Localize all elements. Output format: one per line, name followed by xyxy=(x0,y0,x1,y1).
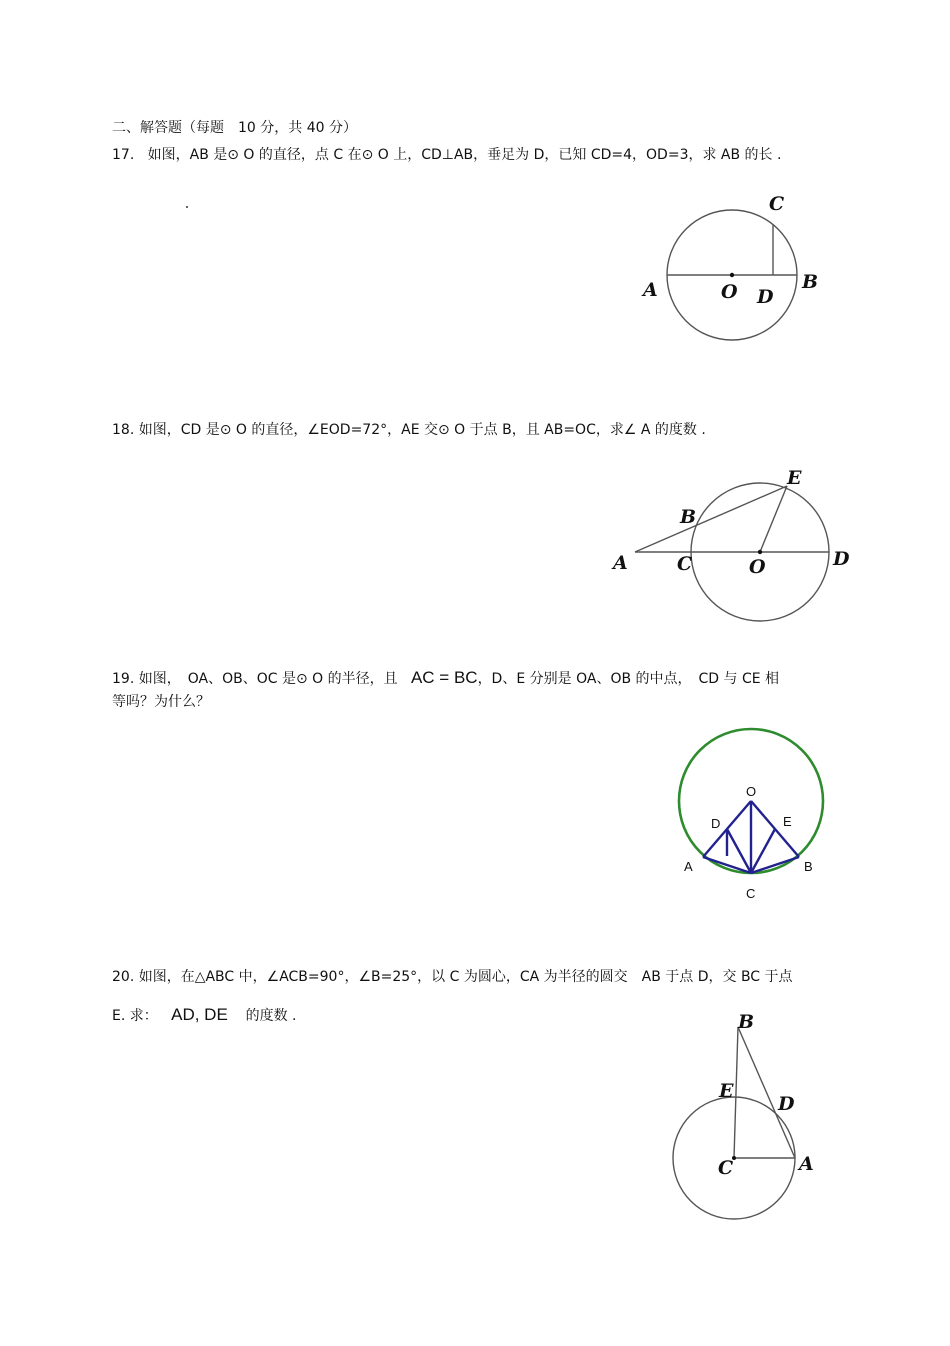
figure-18 xyxy=(611,467,850,621)
fig19-label-d: D xyxy=(711,816,721,831)
problem-20-statement-b: E. 求： xyxy=(112,1008,158,1024)
fig18-label-b: B xyxy=(680,506,697,528)
fig19-label-b: B xyxy=(804,859,813,874)
fig19-label-o: O xyxy=(746,784,757,799)
fig20-label-d: D xyxy=(778,1093,795,1115)
problem-19-arc-expression: AC = BC xyxy=(410,668,478,687)
fig20-label-c: C xyxy=(718,1157,734,1179)
figure-20 xyxy=(673,1011,814,1219)
fig19-label-e: E xyxy=(783,814,792,829)
fig17-label-c: C xyxy=(769,193,785,215)
problem-18-statement: 如图，CD 是⊙ O 的直径，∠EOD=72°，AE 交⊙ O 于点 B，且 AB=OC，求∠ A 的度数 . xyxy=(138,422,706,438)
fig20-label-b: B xyxy=(738,1011,755,1033)
problem-20-arc-expression: AD, DE xyxy=(171,1005,228,1024)
figure-19 xyxy=(679,729,823,901)
fig18-center-point xyxy=(758,550,762,554)
fig20-side-bc xyxy=(734,1027,738,1158)
fig18-label-e: E xyxy=(787,467,802,489)
problem-19-statement-c: 等吗？为什么？ xyxy=(112,694,210,710)
problem-18-number: 18. xyxy=(112,422,135,438)
problem-20-statement-a: 如图，在△ABC 中，∠ACB=90°，∠B=25°，以 C 为圆心，CA 为半径的圆交 AB 于点 D，交 BC 于点 xyxy=(138,969,793,985)
problem-17-statement: 如图，AB 是⊙ O 的直径，点 C 在⊙ O 上，CD⊥AB，垂足为 D，已知 CD=4，OD=3，求 AB 的长 . xyxy=(147,147,782,163)
fig17-center-point xyxy=(730,273,734,277)
fig18-label-c: C xyxy=(677,553,693,575)
problem-19-statement-b: ，D、E 分别是 OA、OB 的中点， CD 与 CE 相 xyxy=(477,671,780,687)
fig17-label-o: O xyxy=(721,281,738,303)
figure-17 xyxy=(641,193,818,340)
problem-20-number: 20. xyxy=(112,969,135,985)
fig18-label-d: D xyxy=(833,548,850,570)
fig19-label-c: C xyxy=(746,886,756,901)
problem-20-statement-c: 的度数 . xyxy=(245,1008,297,1024)
fig19-label-a: A xyxy=(684,859,693,874)
problem-19-statement-a: 如图， OA、OB、OC 是⊙ O 的半径，且 xyxy=(138,671,398,687)
fig20-label-e: E xyxy=(719,1080,734,1102)
fig18-label-o: O xyxy=(749,556,766,578)
problem-17-number: 17. xyxy=(112,147,135,163)
fig17-label-a: A xyxy=(643,279,658,301)
problem-19-number: 19. xyxy=(112,671,135,687)
fig18-label-a: A xyxy=(613,552,628,574)
fig17-label-b: B xyxy=(802,271,819,293)
fig17-label-d: D xyxy=(757,286,774,308)
fig20-label-a: A xyxy=(799,1153,814,1175)
section-title: 二、解答题（每题 10 分，共 40 分） xyxy=(112,120,357,136)
